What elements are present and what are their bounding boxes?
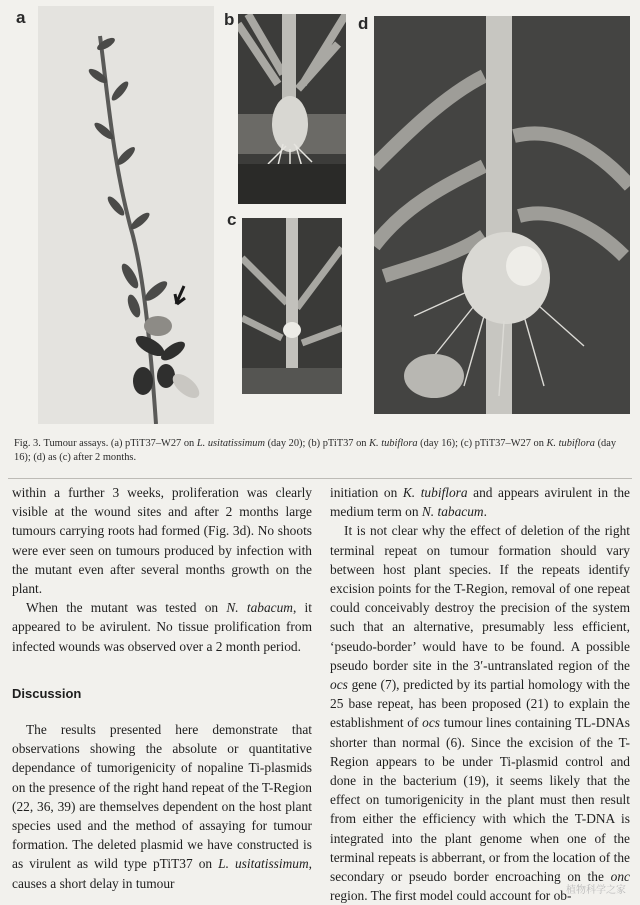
- figure-caption: Fig. 3. Tumour assays. (a) pTiT37–W27 on L. usitatissimum (day 20); (b) pTiT37 on K. tubiflora (day 16); (c) pTiT37–W27 on K. tubiflora (day 16); (d) as (c) after 2 months.: [14, 438, 617, 463]
- photo-panel-b: [238, 14, 346, 204]
- panel-label-a: a: [16, 8, 26, 27]
- panel-label-c: c: [227, 210, 237, 229]
- section-heading: Discussion: [12, 685, 82, 701]
- photo-panel-d: [374, 16, 630, 414]
- figure-number: Fig. 3.: [14, 438, 41, 449]
- panel-label-d: d: [358, 14, 369, 33]
- watermark: 植物科学之家: [566, 885, 626, 896]
- paragraph: When the mutant was tested on N. tabacum, it appeared to be avirulent. No tissue prolification from infected wounds was observed over a 2 month period.: [12, 600, 312, 654]
- panel-label-b: b: [224, 10, 235, 29]
- caption-divider: [8, 478, 632, 479]
- paragraph: The results presented here demonstrate that observations showing the absolute or quantitative dependance of tumorigenicity of nopaline Ti-plasmids on the presence of the right hand repeat of the T-Region (22, 36, 39) are themselves dependent on the host plant species used and the method of assaying for tumour formation. The deleted plasmid we have constructed is as virulent as wild type pTiT37 on L. usitatissimum, causes a short delay in tumour: [12, 722, 312, 891]
- right-column: [330, 483, 630, 905]
- paragraph: within a further 3 weeks, proliferation was clearly visible at the wound sites and after 2 months large tumours carrying roots had formed (Fig. 3d). No shoots were ever seen on tumours produced by infection with the mutant even after several months growth on the plant.: [12, 485, 312, 597]
- left-column: [12, 483, 312, 893]
- photo-panel-a: [38, 6, 214, 424]
- photo-panel-c: [242, 218, 342, 394]
- figure-3: [12, 6, 630, 424]
- paragraph: initiation on K. tubiflora and appears avirulent in the medium term on N. tabacum.: [330, 485, 630, 520]
- paragraph: It is not clear why the effect of deletion of the right terminal repeat on tumour formation should vary between host plant species. If the repeats identify excision points for the T-Region, removal of one repeat could conceivably destroy the precision of the system such that an alternative, presumably less efficient, ‘pseudo-border’ would have to be found. A possible pseudo border site in the 3′-untranslated region of the ocs gene (7), predicted by its partial homology with the 25 base repeat, has been proposed (21) to explain the establishment of ocs tumour lines containing TL-DNAs shorter than normal (6). Since the excision of the T-Region appears to be under Ti-plasmid control and done in the bacterium (19), it seems likely that the effect on tumorigenicity in the plant must then result from either the efficiency with which the T-DNA is integrated into the plant genome when one of the terminal repeats is abberrant, or from the location of the secondary or pseudo border encroaching on the onc region. The first model could account for ob-: [330, 523, 630, 904]
